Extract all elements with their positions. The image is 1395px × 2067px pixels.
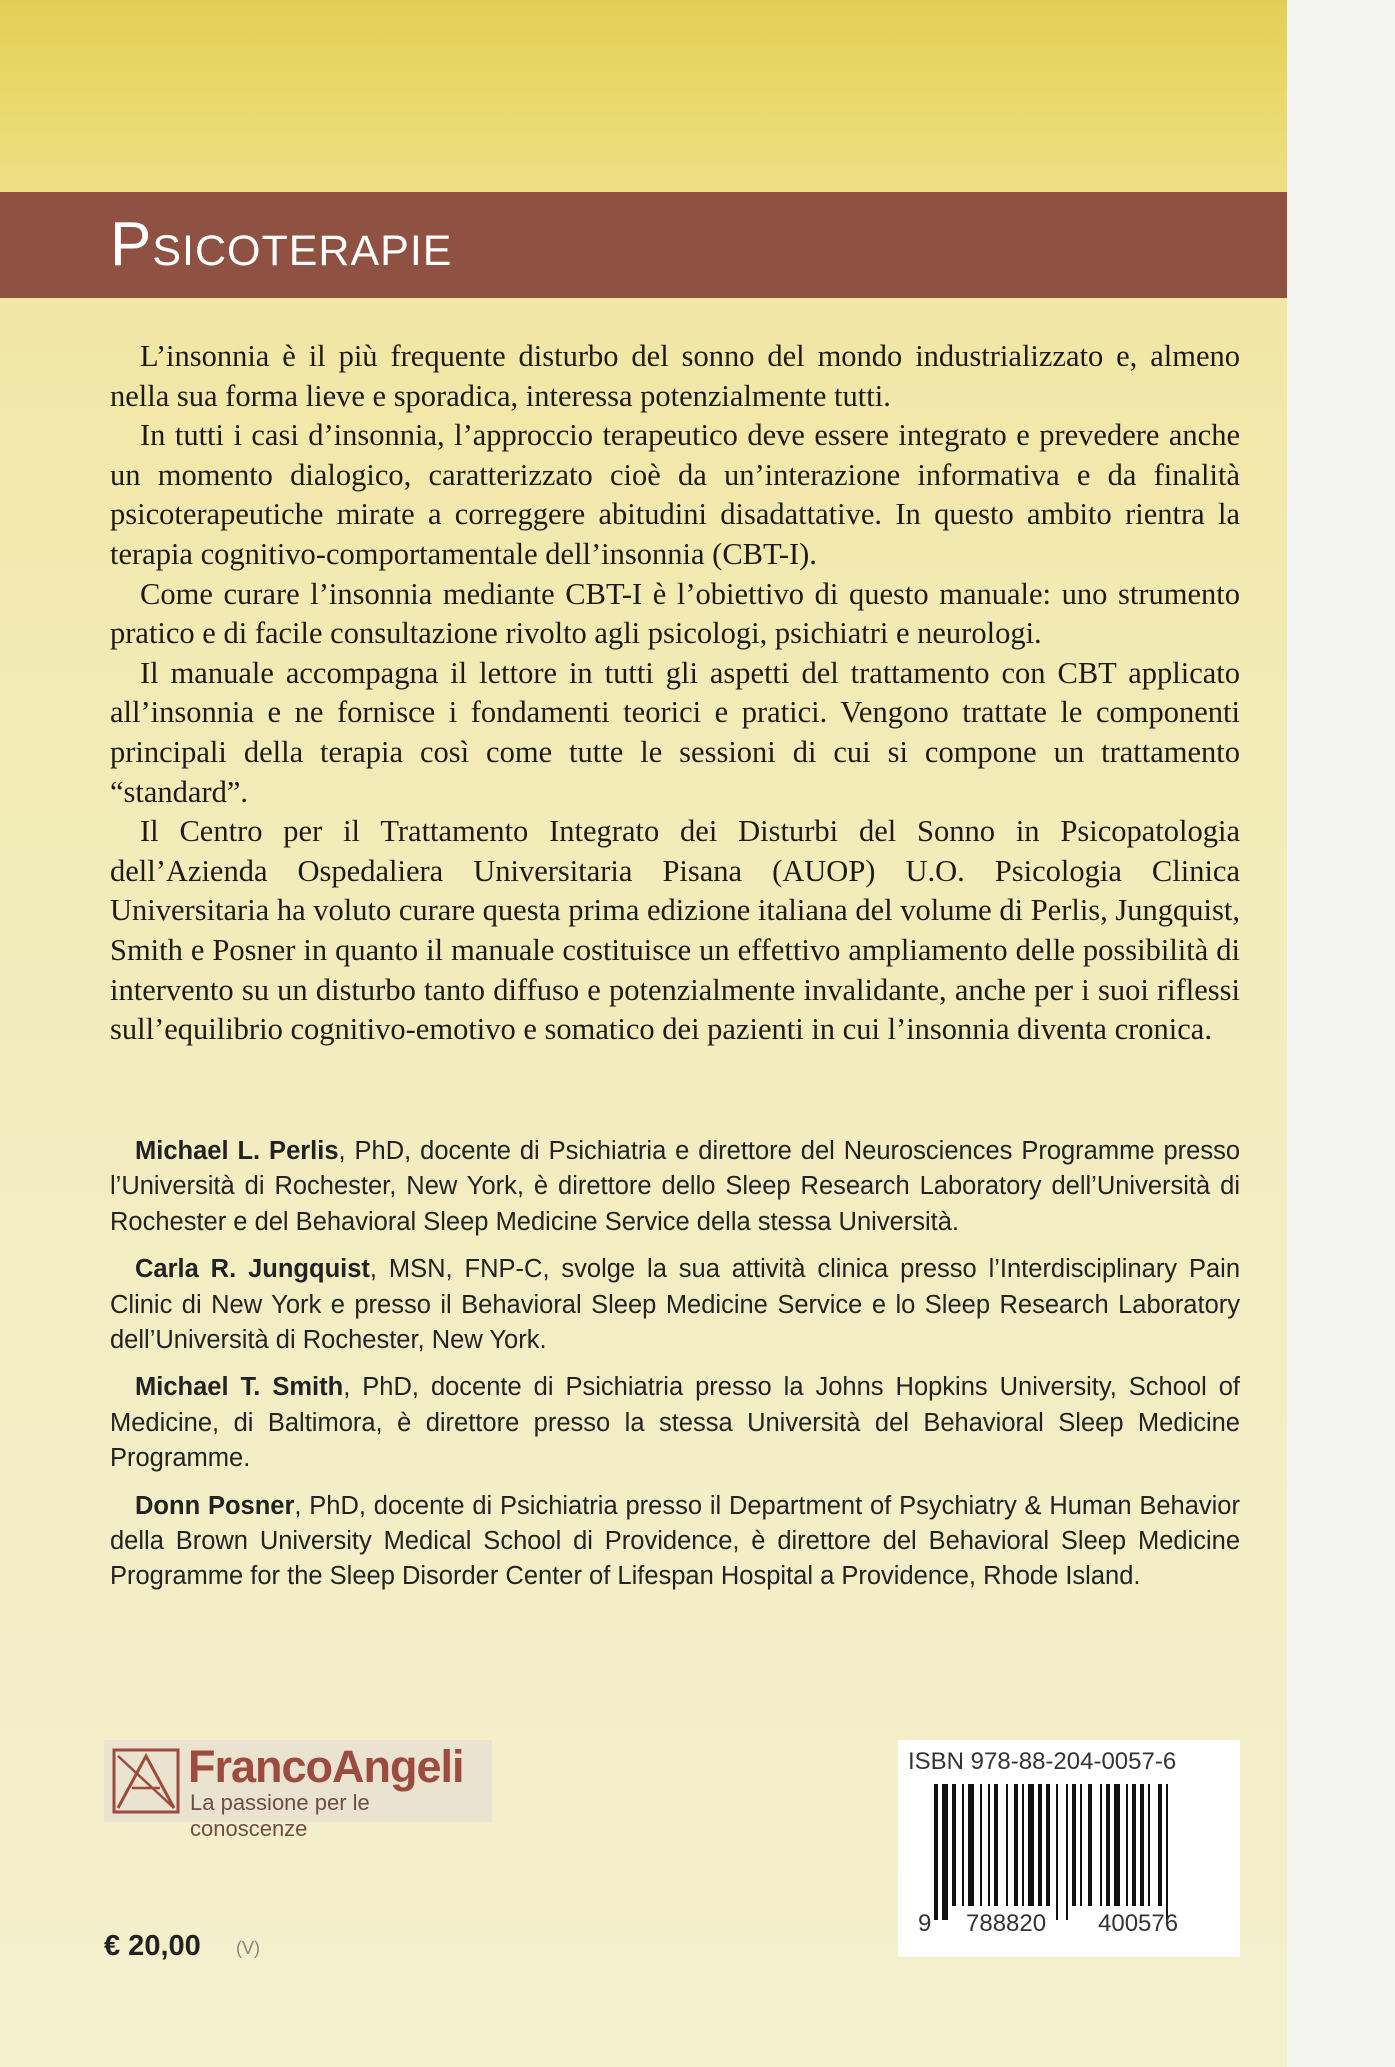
author-bio-text: , PhD, docente di Psichiatria e direttore del Neurosciences Programme presso l’Università di Rochester, New York, è direttore dello Sleep Research Laboratory dell’Università di Rochester e del Behavioral Sleep Medicine Service della stessa Università. (110, 1137, 1240, 1236)
isbn-barcode (898, 1740, 1240, 1957)
description-paragraph: Come curare l’insonnia mediante CBT-I è l’obiettivo di questo manuale: uno strumento pratico e di facile consultazione rivolto agli psicologi, psichiatri e neurologi. (110, 576, 1240, 651)
author-bio-text: , PhD, docente di Psichiatria presso il Department of Psychiatry & Human Behavior della Brown University Medical School di Providence, è direttore del Behavioral Sleep Medicine Programme for the Sleep Disorder Center of Lifespan Hospital a Providence, Rhode Island. (110, 1491, 1240, 1591)
description-paragraph: Il Centro per il Trattamento Integrato dei Disturbi del Sonno in Psicopatologia dell’Azienda Ospedaliera Universitaria Pisana (AUOP) U.O. Psicologia Clinica Universitaria ha voluto curare questa prima edizione italiana del volume di Perlis, Jungquist, Smith e Posner in quanto il manuale costituisce un effettivo ampliamento delle possibilità di intervento su un disturbo tanto diffuso e potenzialmente invalidante, anche per i suoi riflessi sull’equilibrio cognitivo-emotivo e somatico dei pazienti in cui l’insonnia diventa cronica. (110, 814, 1240, 1047)
price: € 20,00 (104, 1930, 201, 1962)
description-paragraph: Il manuale accompagna il lettore in tutti gli aspetti del trattamento con CBT applicato all’insonnia e ne fornisce i fondamenti teorici e pratici. Vengono trattate le componenti principali della terapia così come tutte le sessioni di cui si compone un trattamento “standard”. (110, 655, 1240, 809)
author-bio (110, 1252, 1240, 1358)
ean-right-digits: 400576 (1098, 1910, 1179, 1937)
series-title: Psicoterapie (110, 210, 453, 279)
description-paragraph: L’insonnia è il più frequente disturbo del sonno del mondo industrializzato e, almeno nella sua forma lieve e sporadica, interessa potenzialmente tutti. (110, 339, 1240, 413)
author-name: Carla R. Jungquist (135, 1255, 370, 1284)
ean-first-digit: 9 (918, 1910, 932, 1937)
author-name: Donn Posner (135, 1491, 295, 1520)
isbn-label: ISBN 978-88-204-0057-6 (908, 1748, 1177, 1775)
author-bio (110, 1134, 1240, 1240)
publisher-logo (104, 1740, 492, 1841)
ean-left-digits: 788820 (966, 1910, 1047, 1937)
book-description (110, 337, 1240, 1050)
publisher-tagline: La passione per le conoscenze (190, 1790, 370, 1841)
author-name: Michael T. Smith (135, 1373, 344, 1402)
publisher-name: FrancoAngeli (188, 1741, 464, 1792)
francoangeli-logo-icon (112, 1748, 180, 1814)
author-bio-text: , MSN, FNP-C, svolge la sua attività clinica presso l’Interdisciplinary Pain Clinic di New York e presso il Behavioral Sleep Medicine Service e lo Sleep Research Laboratory dell’Università di Rochester, New York. (110, 1255, 1240, 1355)
author-bio (110, 1370, 1240, 1476)
description-paragraph: In tutti i casi d’insonnia, l’approccio terapeutico deve essere integrato e prevedere anche un momento dialogico, caratterizzato cioè da un’interazione informativa e da finalità psicoterapeutiche mirate a correggere abitudini disadattative. In questo ambito rientra la terapia cognitivo-comportamentale dell’insonnia (CBT-I). (110, 418, 1240, 571)
author-name: Michael L. Perlis (135, 1137, 339, 1165)
author-bio-text: , PhD, docente di Psichiatria presso la Johns Hopkins University, School of Medicine, di Baltimora, è direttore presso la stessa Università del Behavioral Sleep Medicine Programme. (110, 1373, 1240, 1473)
author-bios (110, 1134, 1240, 1607)
author-bio (110, 1489, 1240, 1595)
price-code: (V) (236, 1938, 260, 1958)
barcode-icon (898, 1740, 1240, 1957)
